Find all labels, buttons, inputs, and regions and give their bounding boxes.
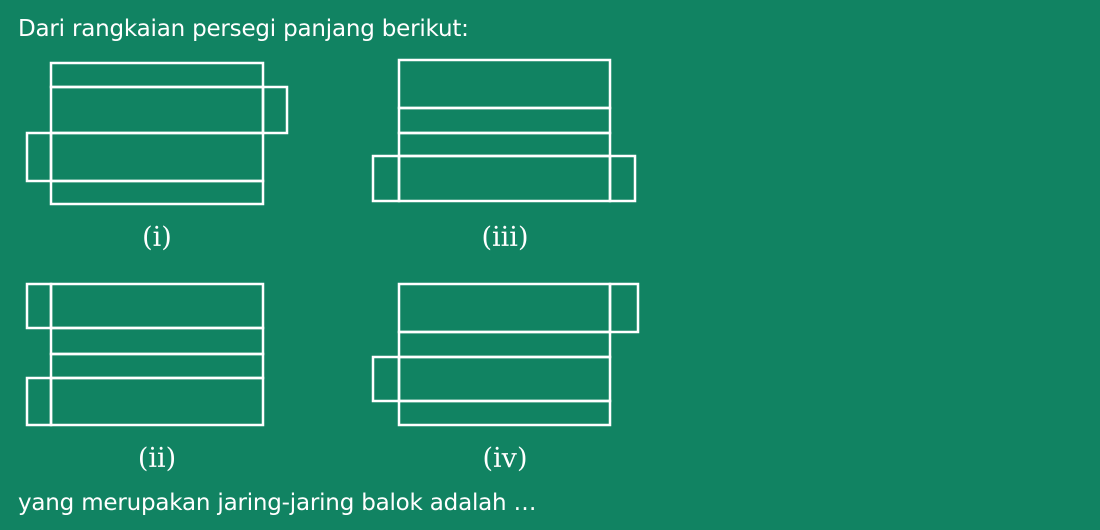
net-i-side-left (27, 133, 51, 181)
net-i-face-lower (51, 133, 263, 181)
net-ii-face-3 (51, 354, 263, 378)
net-i-face-bottom (51, 181, 263, 204)
net-ii-face-2 (51, 328, 263, 354)
net-iv-side-right (610, 284, 638, 332)
net-figure-iii (373, 60, 635, 253)
net-i-face-top (51, 63, 263, 87)
figure-label-i: (i) (142, 222, 172, 253)
net-figure-ii (27, 284, 263, 474)
net-ii-face-4 (51, 378, 263, 425)
net-iv-side-left (373, 357, 399, 401)
figure-label-ii: (ii) (137, 443, 177, 474)
figure-label-iv: (iv) (482, 443, 528, 474)
net-ii-side-bottom-left (27, 378, 51, 425)
net-iv-face-4 (399, 401, 610, 425)
net-i-face-upper (51, 87, 263, 133)
net-iii-face-2 (399, 108, 610, 133)
answer-prompt-text: yang merupakan jaring-jaring balok adalah … (18, 490, 537, 516)
net-ii-side-top-left (27, 284, 51, 328)
net-ii-face-1 (51, 284, 263, 328)
question-text: Dari rangkaian persegi panjang berikut: (18, 16, 469, 42)
net-iii-side-left (373, 156, 399, 201)
net-i-side-right (263, 87, 287, 133)
net-iv-face-2 (399, 332, 610, 357)
net-iii-face-4 (399, 156, 610, 201)
net-iv-face-3 (399, 357, 610, 401)
net-iii-face-3 (399, 133, 610, 156)
figure-label-iii: (iii) (481, 222, 529, 253)
net-iii-side-right (610, 156, 635, 201)
net-figure-i (27, 63, 287, 253)
net-iv-face-1 (399, 284, 610, 332)
net-iii-face-1 (399, 60, 610, 108)
net-figure-iv (373, 284, 638, 474)
